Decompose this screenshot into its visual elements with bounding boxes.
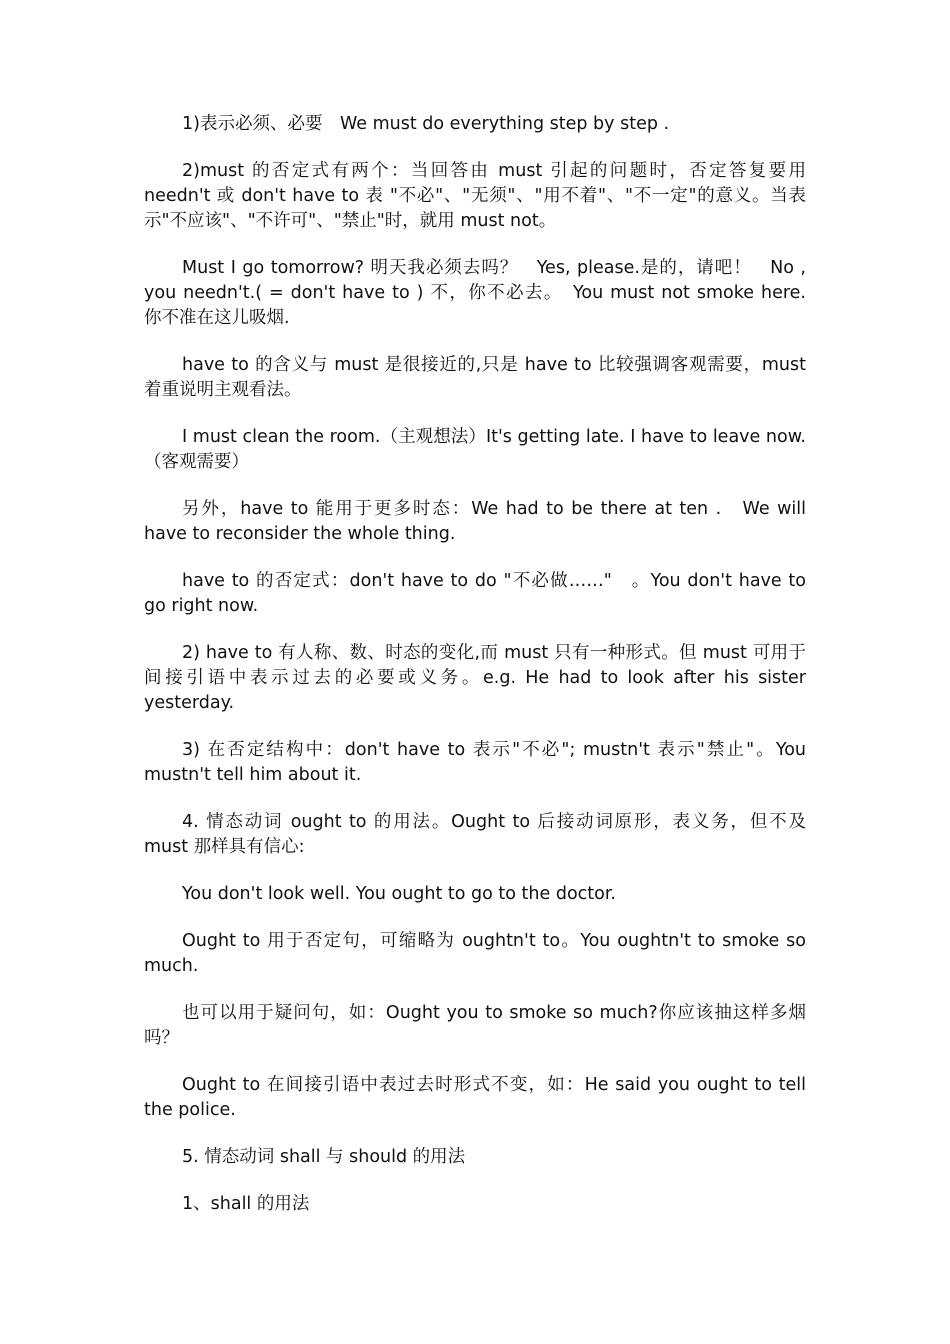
paragraph-negative-structures: 3) 在否定结构中：don't have to 表示"不必"; mustn't 表示"禁止"。You mustn't tell him about it. xyxy=(144,740,806,785)
paragraph-must-negative: 2)must 的否定式有两个：当回答由 must 引起的问题时，否定答复要用 needn't 或 don't have to 表 "不必"、"无须"、"用不着"、"不一定"的意义。当表示"不应该"、"不许可"、"禁止"时，就用 must not。 xyxy=(144,161,806,231)
paragraph-have-to-tenses: 另外，have to 能用于更多时态：We had to be there at ten . We will have to reconsider the whole thing. xyxy=(144,499,806,544)
paragraph-ought-to-reported: Ought to 在间接引语中表过去时形式不变，如：He said you ought to tell the police. xyxy=(144,1075,806,1120)
paragraph-have-to-forms: 2) have to 有人称、数、时态的变化,而 must 只有一种形式。但 must 可用于间接引语中表示过去的必要或义务。e.g. He had to look after his sister yesterday. xyxy=(144,643,841,713)
paragraph-subjective-objective: I must clean the room.（主观想法）It's getting late. I have to leave now.（客观需要） xyxy=(144,427,806,472)
paragraph-must-meaning: 1)表示必须、必要 We must do everything step by step . xyxy=(182,114,670,134)
heading-shall-should: 5. 情态动词 shall 与 should 的用法 xyxy=(182,1147,466,1167)
paragraph-must-examples: Must I go tomorrow? 明天我必须去吗？ Yes, please.是的，请吧！ No , you needn't.( = don't have to ) 不，你不必去。 You must not smoke here. 你不准在这儿吸烟. xyxy=(144,258,824,328)
heading-ought-to: 4. 情态动词 ought to 的用法。Ought to 后接动词原形，表义务，但不及 must 那样具有信心: xyxy=(144,812,806,857)
document-page xyxy=(144,112,841,1239)
paragraph-ought-to-example: You don't look well. You ought to go to the doctor. xyxy=(182,884,616,904)
heading-shall-usage: 1、shall 的用法 xyxy=(182,1194,310,1214)
paragraph-have-to-meaning: have to 的含义与 must 是很接近的,只是 have to 比较强调客观需要，must 着重说明主观看法。 xyxy=(144,355,806,400)
paragraph-ought-to-question: 也可以用于疑问句，如：Ought you to smoke so much?你应该抽这样多烟吗？ xyxy=(144,1003,806,1048)
paragraph-have-to-negative: have to 的否定式：don't have to do "不必做……" 。You don't have to go right now. xyxy=(144,571,806,616)
paragraph-ought-to-negative: Ought to 用于否定句，可缩略为 oughtn't to。You oughtn't to smoke so much. xyxy=(144,931,806,976)
